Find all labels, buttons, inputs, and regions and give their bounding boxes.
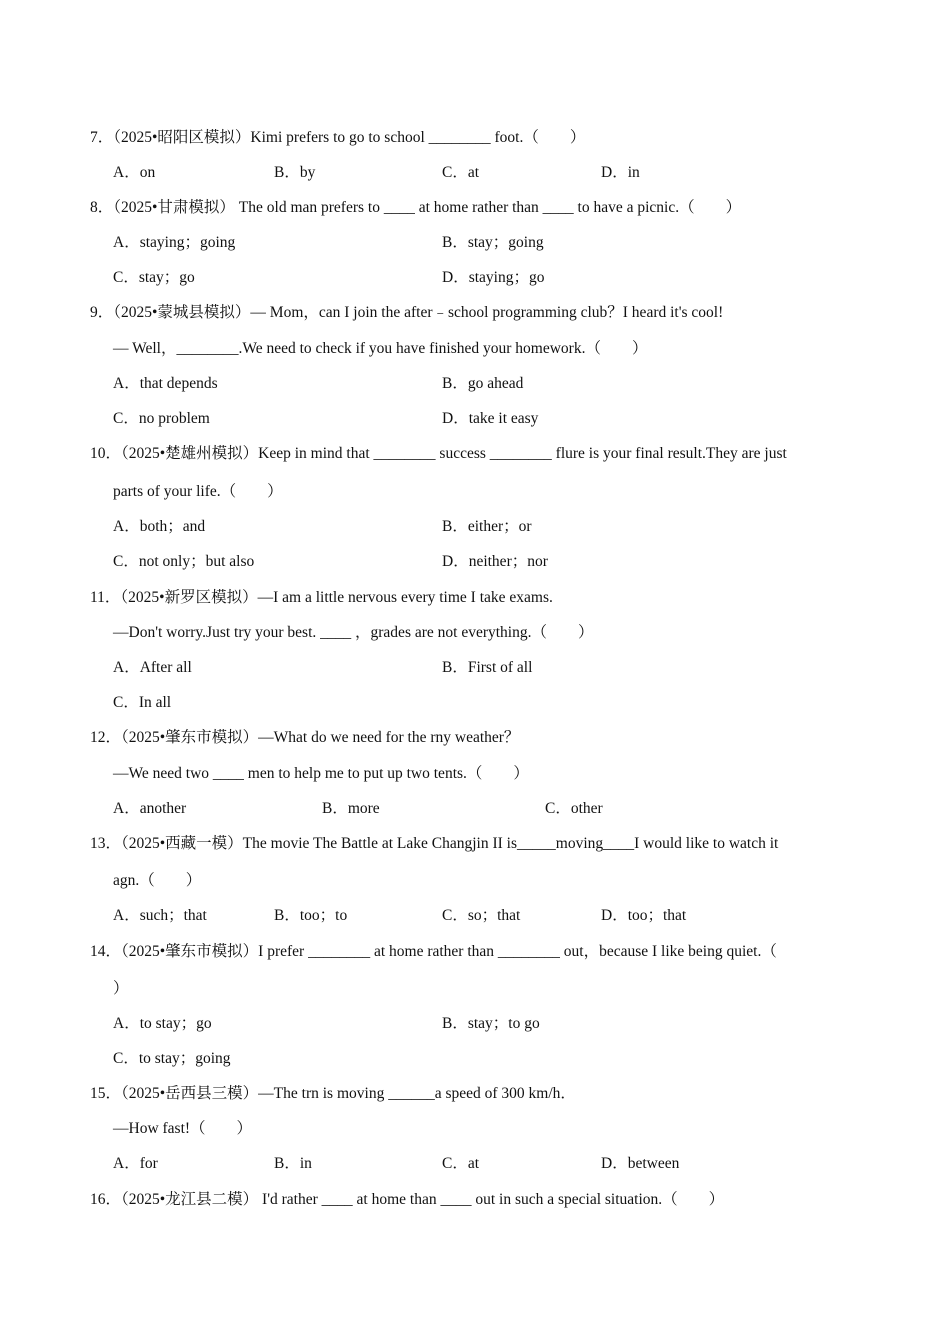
question-15-option-d[interactable]: D．between — [601, 1155, 680, 1172]
question-13-option-a[interactable]: A．such；that — [113, 907, 207, 924]
question-9-option-d[interactable]: D．take it easy — [442, 410, 539, 427]
question-7-option-b[interactable]: B．by — [274, 164, 316, 181]
question-10-option-b[interactable]: B．either；or — [442, 518, 532, 535]
question-10-stem-line-2: parts of your life.（ ） — [113, 483, 283, 500]
question-15-option-c[interactable]: C．at — [442, 1155, 480, 1172]
question-9-stem: 9．（2025•蒙城县模拟）— Mom，can I join the after﹣school programming club？I heard it's cool! — [90, 304, 724, 321]
question-9-option-a[interactable]: A．that depends — [113, 375, 218, 392]
question-11-stem: 11．（2025•新罗区模拟）—I am a little nervous every time I take exams. — [90, 589, 553, 606]
question-14-stem-line-2: ） — [113, 980, 129, 997]
question-11-option-c[interactable]: C．In all — [113, 694, 172, 711]
question-12-option-c[interactable]: C．other — [545, 800, 603, 817]
question-13-stem-line-2: agn.（ ） — [113, 872, 202, 889]
question-15-stem: 15．（2025•岳西县三模）—The trn is moving ______a speed of 300 km/h． — [90, 1085, 576, 1102]
question-15-stem-line-2: —How fast!（ ） — [113, 1120, 253, 1137]
question-11-option-a[interactable]: A．After all — [113, 659, 192, 676]
question-7-option-d[interactable]: D．in — [601, 164, 640, 181]
question-13-stem: 13．（2025•西藏一模）The movie The Battle at Lake Changjin II is_____moving____I would like to watch it — [90, 835, 779, 852]
question-9-option-b[interactable]: B．go ahead — [442, 375, 524, 392]
question-11-option-b[interactable]: B．First of all — [442, 659, 533, 676]
question-13-option-d[interactable]: D．too；that — [601, 907, 687, 924]
question-10-option-d[interactable]: D．neither；nor — [442, 553, 548, 570]
question-12-option-a[interactable]: A．another — [113, 800, 187, 817]
question-15-option-b[interactable]: B．in — [274, 1155, 312, 1172]
question-11-stem-line-2: —Don't worry.Just try your best. ____ ，grades are not everything.（ ） — [113, 624, 594, 641]
question-15-option-a[interactable]: A．for — [113, 1155, 158, 1172]
question-9-option-c[interactable]: C．no problem — [113, 410, 210, 427]
question-12-stem: 12．（2025•肇东市模拟）—What do we need for the rny weather？ — [90, 729, 520, 746]
question-14-stem: 14．（2025•肇东市模拟）I prefer ________ at home rather than ________ out，because I like being quiet.（ — [90, 943, 777, 960]
question-7-option-c[interactable]: C．at — [442, 164, 480, 181]
question-14-option-c[interactable]: C．to stay；going — [113, 1050, 231, 1067]
question-12-option-b[interactable]: B．more — [322, 800, 380, 817]
question-10-option-a[interactable]: A．both；and — [113, 518, 206, 535]
question-10-option-c[interactable]: C．not only；but also — [113, 553, 255, 570]
question-8-option-b[interactable]: B．stay；going — [442, 234, 544, 251]
question-12-stem-line-2: —We need two ____ men to help me to put up two tents.（ ） — [113, 765, 529, 782]
question-8-option-a[interactable]: A．staying；going — [113, 234, 236, 251]
question-7-stem: 7．（2025•昭阳区模拟）Kimi prefers to go to school ________ foot.（ ） — [90, 129, 586, 146]
question-13-option-c[interactable]: C．so；that — [442, 907, 521, 924]
question-9-stem-line-2: — Well，________.We need to check if you have finished your homework.（ ） — [113, 340, 648, 357]
question-8-option-c[interactable]: C．stay；go — [113, 269, 195, 286]
question-8-stem: 8．（2025•甘肃模拟） The old man prefers to ____ at home rather than ____ to have a picnic.（ ） — [90, 199, 742, 216]
question-13-option-b[interactable]: B．too；to — [274, 907, 348, 924]
question-7-option-a[interactable]: A．on — [113, 164, 156, 181]
question-14-option-a[interactable]: A．to stay；go — [113, 1015, 212, 1032]
question-16-stem: 16．（2025•龙江县二模） I'd rather ____ at home than ____ out in such a special situation.（ ） — [90, 1191, 725, 1208]
question-8-option-d[interactable]: D．staying；go — [442, 269, 545, 286]
question-14-option-b[interactable]: B．stay；to go — [442, 1015, 540, 1032]
question-10-stem: 10．（2025•楚雄州模拟）Keep in mind that ________ success ________ flure is your final result.They are just — [90, 445, 787, 462]
